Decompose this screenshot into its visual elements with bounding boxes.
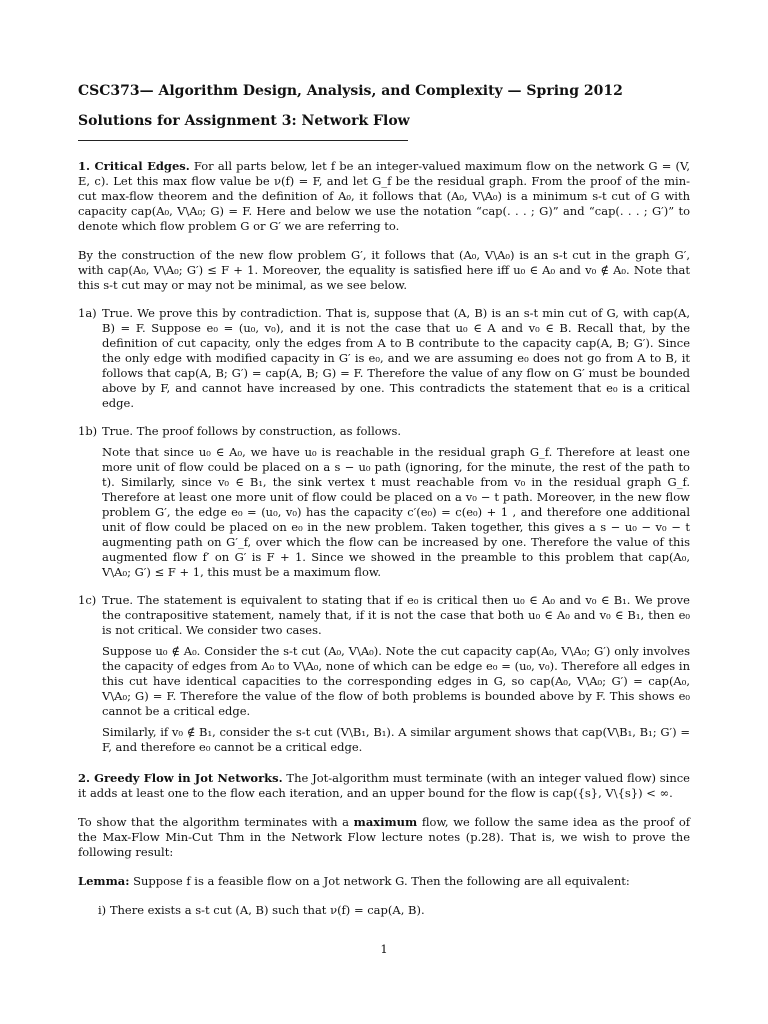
lemma-label: Lemma: — [78, 874, 130, 888]
page-number: 1 — [380, 942, 388, 956]
item-paragraph: True. The proof follows by construction, as follows. — [102, 424, 402, 438]
item-paragraph: True. The statement is equivalent to stating that if e₀ is critical then u₀ ∈ A₀ and v₀ ∈ B₁. We prove the contrapositive statement, namely that, if it is not the case that both u₀ ∈ A₀ and v₀ ∈ B₁, then e₀ is not critical. We consider two cases. — [102, 593, 690, 637]
item-label: 1c) — [78, 593, 97, 607]
section1-para2: By the construction of the new flow problem G′, it follows that (A₀, V\A₀) is an s-t cut in the graph G′, with cap(A₀, V\A₀; G′) ≤ F + 1. Moreover, the equality is satisfied here iff u₀ ∈ A₀ and v₀ ∉ A₀. Note that this s-t cut may or may not be minimal, as we see below. — [78, 248, 690, 292]
lemma — [78, 874, 690, 889]
item-label: 1a) — [78, 306, 97, 320]
para-emphasis: maximum — [353, 815, 418, 829]
item-paragraph: Suppose u₀ ∉ A₀. Consider the s-t cut (A₀, V\A₀). Note the cut capacity cap(A₀, V\A₀; G′) only involves the capacity of edges from A₀ to V\A₀, none of which can be edge e₀ = (u₀, v₀). Therefore all edges in this cut have identical capacities to the corresponding edges in G, so cap(A₀, V\A₀; G′) = cap(A₀, V\A₀; G) = F. Therefore the value of the flow of both problems is bounded above by F. This shows e₀ cannot be a critical edge. — [102, 644, 690, 718]
section2-intro-text: The Jot-algorithm must terminate (with an integer valued flow) since it adds at least one to the flow each iteration, and an upper bound for the flow is cap({s}, V\{s}) < ∞. — [78, 771, 690, 800]
section2-title: 2. Greedy Flow in Jot Networks. — [78, 771, 283, 785]
item-body — [102, 424, 690, 580]
item-1a — [78, 306, 690, 411]
item-body — [102, 306, 690, 411]
section2-intro — [78, 771, 690, 801]
section1-intro — [78, 159, 690, 234]
item-1b — [78, 424, 690, 580]
course-title: CSC373— Algorithm Design, Analysis, and Complexity — Spring 2012 — [78, 83, 623, 99]
title-rule — [78, 140, 408, 141]
lemma-text: Suppose f is a feasible flow on a Jot network G. Then the following are all equivalent: — [133, 874, 630, 888]
lemma-item: i) There exists a s-t cut (A, B) such that ν(f) = cap(A, B). — [98, 903, 425, 917]
item-paragraph: Note that since u₀ ∈ A₀, we have u₀ is reachable in the residual graph G_f. Therefore at least one more unit of flow could be placed on a s − u₀ path (ignoring, for the minute, the rest of the path to t). Similarly, since v₀ ∈ B₁, the sink vertex t must reachable from v₀ in the residual graph G_f. Therefore at least one more unit of flow could be placed on a v₀ − t path. Moreover, in the new flow problem G′, the edge e₀ = (u₀, v₀) has the capacity c′(e₀) = c(e₀) + 1 , and therefore one additional unit of flow could be placed on e₀ in the new problem. Taken together, this gives a s − u₀ − v₀ − t augmenting path on G′_f, over which the flow can be increased by one. Therefore the value of this augmented flow f′ on G′ is F + 1. Since we showed in the preamble to this problem that cap(A₀, V\A₀; G′) ≤ F + 1, this must be a maximum flow. — [102, 445, 690, 579]
item-label: 1b) — [78, 424, 98, 438]
section1-intro-text: For all parts below, let f be an integer-valued maximum flow on the network G = (V, E, c). Let this max flow value be ν(f) = F, and let G_f be the residual graph. From the proof of the min-cut max-flow theorem and the definition of A₀, it follows that (A₀, V\A₀) is a minimum s-t cut of G with capacity cap(A₀, V\A₀; G) = F. Here and below we use the notation “cap(. . . ; G)” and “cap(. . . ; G′)” to denote which flow problem G or G′ we are referring to. — [78, 159, 690, 233]
item-paragraph: Similarly, if v₀ ∉ B₁, consider the s-t cut (V\B₁, B₁). A similar argument shows that cap(V\B₁, B₁; G′) = F, and therefore e₀ cannot be a critical edge. — [102, 725, 690, 754]
assignment-title: Solutions for Assignment 3: Network Flow — [78, 113, 410, 129]
para-text: flow, we follow the same idea as the proof of the Max-Flow Min-Cut Thm in the Network Flow lecture notes (p.28). That is, we wish to prove the following result: — [78, 815, 690, 859]
item-body — [102, 593, 690, 755]
item-1c — [78, 593, 690, 755]
item-paragraph: True. We prove this by contradiction. That is, suppose that (A, B) is an s-t min cut of G, with cap(A, B) = F. Suppose e₀ = (u₀, v₀), and it is not the case that u₀ ∈ A and v₀ ∈ B. Recall that, by the definition of cut capacity, only the edges from A to B contribute to the capacity cap(A, B; G′). Since the only edge with modified capacity in G′ is e₀, and we are assuming e₀ does not go from A to B, it follows that cap(A, B; G′) = cap(A, B; G) = F. Therefore the value of any flow on G′ must be bounded above by F, and cannot have increased by one. This contradicts the statement that e₀ is a critical edge. — [102, 306, 690, 410]
section1-title: 1. Critical Edges. — [78, 159, 190, 173]
para-text: To show that the algorithm terminates with a — [78, 815, 350, 829]
section2-para2 — [78, 815, 690, 860]
